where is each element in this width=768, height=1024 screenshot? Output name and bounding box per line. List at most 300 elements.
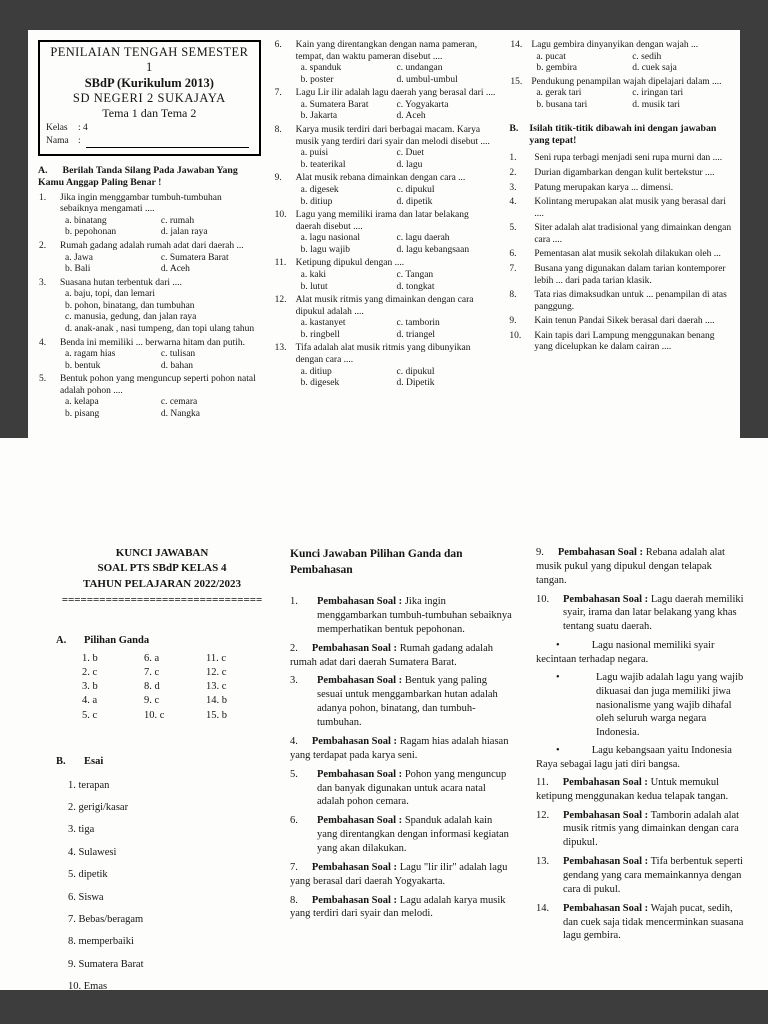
question-item bbox=[274, 258, 497, 293]
essay-answer: 9. Sumatera Barat bbox=[68, 958, 144, 970]
answer-options bbox=[60, 216, 261, 239]
discussion-body bbox=[563, 593, 744, 635]
question-text: Jika ingin menggambar tumbuh-tumbuhan sebaiknya mengamati .... bbox=[60, 192, 222, 215]
questions-14-15 bbox=[509, 40, 732, 111]
discussion-column-2 bbox=[536, 546, 744, 990]
option: d. cuek saja bbox=[632, 63, 677, 74]
discussion-label: Pembahasan Soal : bbox=[317, 815, 403, 827]
discussion-bullet bbox=[536, 671, 744, 740]
discussion-item bbox=[290, 894, 514, 922]
question-item bbox=[274, 173, 497, 208]
option: b. busana tari bbox=[536, 99, 588, 110]
essay-letter: B. bbox=[56, 755, 66, 767]
question-number: 13. bbox=[274, 343, 287, 354]
option: c. sedih bbox=[632, 51, 662, 62]
question-text: Ketipung dipukul dengan .... bbox=[295, 258, 405, 269]
mc-answer: 3. b bbox=[82, 681, 98, 693]
discussion-label: Pembahasan Soal : bbox=[311, 735, 398, 747]
question-number: 9. bbox=[274, 173, 282, 184]
question-item bbox=[38, 278, 261, 336]
question-text: Kain yang direntangkan dengan nama pameran, tempat, dan waktu pameran disebut .... bbox=[295, 40, 478, 62]
discussion-number: 8. bbox=[290, 894, 298, 906]
essay-answers bbox=[56, 779, 268, 994]
question-text: Suasana hutan terbentuk dari .... bbox=[60, 277, 182, 288]
discussion-label: Pembahasan Soal : bbox=[311, 642, 398, 654]
bullet-text: Lagu kebangsaan yaitu Indonesia Raya sebagai lagu jati diri bangsa. bbox=[536, 745, 732, 771]
discussion-number: 1. bbox=[290, 596, 298, 608]
discussion-number: 14. bbox=[536, 902, 550, 914]
question-text: Benda ini memiliki ... berwarna hitam dan putih. bbox=[60, 337, 245, 348]
question-text: Lagu Lir ilir adalah lagu daerah yang berasal dari .... bbox=[295, 88, 496, 99]
fill-in-text: Durian digambarkan dengan kulit bertekstur .... bbox=[534, 167, 715, 178]
discussion-label: Pembahasan Soal : bbox=[557, 547, 644, 558]
exam-title-line-3: SD NEGERI 2 SUKAJAYA bbox=[72, 90, 226, 105]
fill-in-text: Kain tenun Pandai Sikek berasal dari daerah .... bbox=[534, 316, 715, 327]
fill-in-text: Pementasan alat musik sekolah dilakukan oleh ... bbox=[534, 249, 721, 260]
option: c. dipukul bbox=[396, 366, 435, 377]
option: d. dipetik bbox=[396, 196, 433, 207]
question-number: 14. bbox=[510, 40, 523, 50]
answer-options bbox=[296, 100, 497, 123]
answer-options bbox=[60, 397, 261, 420]
exam-page bbox=[28, 30, 740, 438]
discussion-bullet bbox=[536, 639, 744, 667]
question-body bbox=[296, 173, 497, 208]
mc-answer: 11. c bbox=[206, 652, 227, 664]
fill-in-number: 2. bbox=[509, 167, 517, 178]
question-number: 2. bbox=[39, 240, 47, 251]
option: b. poster bbox=[300, 74, 334, 85]
section-a-number: A. bbox=[38, 164, 48, 176]
question-item bbox=[274, 88, 497, 123]
answer-key-title-line-1: KUNCI JAWABAN bbox=[115, 547, 209, 559]
discussion-column-1 bbox=[290, 546, 514, 990]
fill-in-number: 10. bbox=[509, 330, 522, 341]
discussion-number: 9. bbox=[536, 547, 544, 558]
discussion-label: Pembahasan Soal : bbox=[317, 675, 403, 687]
question-text: Pendukung penampilan wajah dipelajari dalam .... bbox=[531, 76, 722, 87]
question-item bbox=[38, 338, 261, 373]
question-body bbox=[60, 241, 261, 276]
answer-column bbox=[144, 652, 206, 723]
fill-in-item bbox=[509, 316, 732, 328]
question-item bbox=[274, 40, 497, 86]
option: a. kaki bbox=[300, 269, 326, 280]
fill-in-item bbox=[509, 183, 732, 195]
question-item bbox=[38, 374, 261, 420]
option: d. anak-anak , nasi tumpeng, dan topi ulang tahun bbox=[65, 324, 255, 335]
question-number: 5. bbox=[39, 374, 47, 385]
bullet-icon: • bbox=[556, 745, 560, 757]
mc-answer: 14. b bbox=[206, 695, 227, 707]
fill-in-text: Siter adalah alat tradisional yang dimainkan dengan cara .... bbox=[534, 223, 732, 245]
question-text: Lagu gembira dinyanyikan dengan wajah ... bbox=[531, 40, 699, 50]
discussion-label: Pembahasan Soal : bbox=[562, 776, 648, 788]
option: b. pohon, binatang, dan tumbuhan bbox=[65, 300, 195, 311]
kelas-label: Kelas bbox=[46, 122, 68, 133]
fill-in-item bbox=[509, 223, 732, 246]
discussion-label: Pembahasan Soal : bbox=[311, 894, 398, 906]
question-text: Alat musik ritmis yang dimainkan dengan cara dipukul adalah .... bbox=[295, 295, 474, 317]
bullet-icon: • bbox=[556, 671, 560, 683]
mc-answer: 6. a bbox=[144, 652, 160, 664]
bullet-icon: • bbox=[556, 640, 560, 652]
essay-answer: 6. Siswa bbox=[68, 891, 104, 903]
question-number: 8. bbox=[274, 125, 282, 136]
answer-options bbox=[296, 148, 497, 171]
discussion-items-9-14 bbox=[536, 546, 744, 943]
discussion-label: Pembahasan Soal : bbox=[563, 809, 649, 821]
discussion-body bbox=[563, 902, 744, 944]
discussion-label: Pembahasan Soal : bbox=[563, 856, 649, 868]
questions-6-13 bbox=[274, 40, 497, 390]
fill-in-item bbox=[509, 264, 732, 287]
essay-heading bbox=[56, 755, 268, 769]
answer-options bbox=[531, 52, 732, 75]
nama-field bbox=[46, 136, 253, 148]
question-body bbox=[60, 338, 261, 373]
answer-options bbox=[296, 185, 497, 208]
bullet-text: Lagu nasional memiliki syair kecintaan terhadap negara. bbox=[536, 640, 715, 666]
discussion-label: Pembahasan Soal : bbox=[317, 596, 403, 608]
answer-options bbox=[60, 349, 261, 372]
mc-answer: 15. b bbox=[206, 709, 227, 721]
discussion-item bbox=[290, 861, 514, 889]
option: c. manusia, gedung, dan jalan raya bbox=[65, 312, 197, 323]
discussion-item bbox=[290, 595, 514, 637]
discussion-item bbox=[290, 735, 514, 763]
question-number: 4. bbox=[39, 337, 47, 348]
separator-line: ================================ bbox=[61, 594, 263, 607]
option: a. spanduk bbox=[300, 63, 342, 74]
discussion-text: Tamborin adalah alat musik ritmis yang dimainkan dengan cara dipukul. bbox=[563, 809, 740, 849]
multiple-choice-label: Pilihan Ganda bbox=[84, 634, 150, 646]
section-a-heading bbox=[38, 165, 261, 189]
discussion-text: Untuk memukul ketipung menggunakan kedua telapak tangan. bbox=[536, 776, 729, 802]
question-text: Alat musik rebana dimainkan dengan cara ... bbox=[295, 173, 466, 184]
answer-column bbox=[82, 652, 144, 723]
option: a. puisi bbox=[300, 148, 329, 159]
discussion-label: Pembahasan Soal : bbox=[311, 861, 398, 873]
option: d. musik tari bbox=[632, 99, 680, 110]
discussion-item bbox=[536, 809, 744, 851]
discussion-text: Lagu adalah karya musik yang terdiri dari syair dan melodi. bbox=[290, 894, 506, 920]
discussion-text: Wajah pucat, sedih, dan cuek saja tidak mencerminkan suasana lagu gembira. bbox=[563, 902, 744, 942]
option: b. digesek bbox=[300, 378, 340, 389]
fill-in-questions bbox=[509, 153, 732, 354]
option: d. bahan bbox=[160, 360, 194, 371]
question-text: Tifa adalah alat musik ritmis yang dibunyikan dengan cara .... bbox=[295, 343, 471, 366]
option: a. ditiup bbox=[300, 366, 332, 377]
essay-answer: 4. Sulawesi bbox=[68, 846, 117, 858]
fill-in-number: 6. bbox=[509, 249, 517, 260]
discussion-label: Pembahasan Soal : bbox=[563, 593, 649, 605]
question-item bbox=[274, 210, 497, 256]
discussion-text: Ragam hias adalah hiasan yang terdapat pada karya seni. bbox=[290, 735, 509, 761]
answer-options bbox=[296, 233, 497, 256]
exam-title-line-2: SBdP (Kurikulum 2013) bbox=[84, 75, 214, 90]
option: b. pisang bbox=[65, 409, 100, 420]
mc-answer: 12. c bbox=[206, 666, 227, 678]
option: d. Aceh bbox=[396, 111, 426, 122]
option: a. Sumatera Barat bbox=[300, 99, 369, 110]
discussion-item bbox=[290, 674, 514, 729]
option: c. Duet bbox=[396, 148, 424, 159]
exam-column-2 bbox=[274, 40, 497, 438]
question-number: 11. bbox=[274, 258, 287, 269]
essay-answer: 10. Emas bbox=[68, 980, 108, 992]
discussion-item bbox=[290, 642, 514, 670]
question-text: Rumah gadang adalah rumah adat dari daerah ... bbox=[60, 240, 244, 251]
fill-in-number: 8. bbox=[509, 290, 517, 301]
option: a. digesek bbox=[300, 184, 339, 195]
discussion-item bbox=[290, 768, 514, 810]
discussion-text: Bentuk yang paling sesuai untuk menggambarkan hutan adalah adanya pohon, binatang, dan tumbuh-tumbuhan. bbox=[317, 675, 498, 729]
mc-answer: 7. c bbox=[144, 666, 160, 678]
section-b-title: Isilah titik-titik dibawah ini dengan jawaban yang tepat! bbox=[529, 123, 717, 147]
question-body bbox=[296, 295, 497, 341]
option: c. undangan bbox=[396, 63, 443, 74]
discussion-number: 2. bbox=[290, 642, 298, 654]
fill-in-number: 3. bbox=[509, 182, 517, 193]
fill-in-text: Kain tapis dari Lampung menggunakan benang yang dicelupkan ke dalam cairan .... bbox=[534, 330, 715, 353]
question-item bbox=[38, 241, 261, 276]
option: b. ringbell bbox=[300, 329, 340, 340]
answer-key-title bbox=[56, 546, 268, 592]
option: c. rumah bbox=[160, 215, 195, 226]
mc-answer: 13. c bbox=[206, 681, 227, 693]
discussion-item bbox=[290, 814, 514, 856]
option: c. cemara bbox=[160, 397, 198, 408]
question-number: 10. bbox=[274, 210, 287, 221]
option: c. lagu daerah bbox=[396, 233, 450, 244]
exam-header-box bbox=[38, 40, 261, 156]
answer-column bbox=[206, 652, 268, 723]
discussion-text: Rumah gadang adalah rumah adat dari daerah Sumatera Barat. bbox=[290, 642, 493, 668]
fill-in-number: 9. bbox=[509, 316, 517, 327]
bullet-text: Lagu wajib adalah lagu yang wajib dikuasai dan juga memiliki jiwa nasionalisme yang wajib dihafal oleh seluruh warga negara Indonesia. bbox=[596, 671, 744, 739]
discussion-number: 10. bbox=[536, 593, 550, 605]
discussion-heading: Kunci Jawaban Pilihan Ganda dan Pembahasan bbox=[290, 548, 463, 577]
option: b. gembira bbox=[536, 63, 577, 74]
mc-answer: 4. a bbox=[82, 695, 98, 707]
question-item bbox=[274, 125, 497, 171]
question-text: Bentuk pohon yang menguncup seperti pohon natal adalah pohon .... bbox=[60, 374, 256, 396]
discussion-text: Tifa berbentuk seperti gendang yang cara memainkannya dengan cara di pukul. bbox=[563, 856, 743, 895]
question-body bbox=[296, 40, 497, 86]
essay-label: Esai bbox=[84, 755, 104, 767]
discussion-body bbox=[563, 855, 744, 897]
fill-in-text: Busana yang digunakan dalam tarian kontemporer lebih ... dari pada tarian klasik. bbox=[534, 263, 726, 286]
option: a. binatang bbox=[65, 215, 107, 226]
fill-in-item bbox=[509, 168, 732, 180]
answer-key-title-line-3: TAHUN PELAJARAN 2022/2023 bbox=[82, 577, 242, 590]
discussion-text: Spanduk adalah kain yang direntangkan dengan informasi kegiatan yang akan dilakukan. bbox=[317, 815, 509, 854]
option: d. lagu bbox=[396, 159, 423, 170]
essay-answer: 8. memperbaiki bbox=[68, 936, 134, 948]
answer-options bbox=[296, 270, 497, 293]
option: b. lagu wajib bbox=[300, 244, 351, 255]
answer-key-page bbox=[0, 438, 768, 990]
multiple-choice-heading bbox=[56, 634, 268, 648]
answer-options bbox=[60, 289, 261, 335]
option: c. tulisan bbox=[160, 349, 196, 360]
fill-in-number: 4. bbox=[509, 197, 517, 208]
option: a. pucat bbox=[536, 51, 566, 62]
question-body bbox=[296, 258, 497, 293]
essay-answer: 5. dipetik bbox=[68, 869, 108, 881]
mc-answer: 2. c bbox=[82, 666, 98, 678]
fill-in-text: Seni rupa terbagi menjadi seni rupa murni dan .... bbox=[534, 153, 723, 164]
answer-options bbox=[60, 253, 261, 276]
option: a. gerak tari bbox=[536, 88, 582, 99]
option: a. lagu nasional bbox=[300, 233, 361, 244]
question-number: 1. bbox=[39, 192, 47, 203]
option: a. kelapa bbox=[65, 397, 99, 408]
answer-key-title-line-2: SOAL PTS SBdP KELAS 4 bbox=[97, 562, 227, 575]
exam-title-line-4: Tema 1 dan Tema 2 bbox=[102, 106, 197, 120]
mc-answer: 5. c bbox=[82, 709, 98, 721]
option: a. kastanyet bbox=[300, 318, 346, 329]
option: d. tongkat bbox=[396, 281, 435, 292]
discussion-items-1-8 bbox=[290, 595, 514, 921]
fill-in-text: Tata rias dimaksudkan untuk ... penampilan di atas panggung. bbox=[534, 290, 727, 312]
answer-options bbox=[296, 367, 497, 390]
question-text: Karya musik terdiri dari berbagai macam. Karya musik yang terdiri dari syair dan melodi disebut .... bbox=[295, 125, 490, 147]
question-item bbox=[274, 343, 497, 389]
fill-in-item bbox=[509, 249, 732, 261]
discussion-label: Pembahasan Soal : bbox=[317, 768, 403, 780]
question-item bbox=[509, 77, 732, 112]
option: b. bentuk bbox=[65, 360, 101, 371]
exam-title-line-1: PENILAIAN TENGAH SEMESTER 1 bbox=[50, 45, 249, 75]
discussion-body bbox=[317, 595, 514, 637]
discussion-body bbox=[563, 809, 744, 851]
answer-options bbox=[531, 88, 732, 111]
option: b. pepohonan bbox=[65, 227, 117, 238]
option: a. Jawa bbox=[65, 252, 93, 263]
mc-answer: 10. c bbox=[144, 709, 165, 721]
discussion-number: 11. bbox=[536, 776, 549, 788]
discussion-number: 7. bbox=[290, 861, 298, 873]
option: a. baju, topi, dan lemari bbox=[65, 289, 155, 300]
option: b. ditiup bbox=[300, 196, 333, 207]
question-item bbox=[274, 295, 497, 341]
fill-in-number: 5. bbox=[509, 223, 517, 234]
question-body bbox=[296, 210, 497, 256]
fill-in-number: 7. bbox=[509, 263, 517, 274]
mc-answer: 8. d bbox=[144, 681, 160, 693]
option: d. Nangka bbox=[160, 409, 200, 420]
discussion-number: 12. bbox=[536, 809, 550, 821]
question-number: 12. bbox=[274, 295, 287, 306]
option: c. iringan tari bbox=[632, 88, 684, 99]
kelas-value: : 4 bbox=[78, 122, 88, 133]
discussion-number: 6. bbox=[290, 815, 298, 827]
question-body bbox=[296, 88, 497, 123]
discussion-body bbox=[317, 814, 514, 856]
answer-options bbox=[296, 318, 497, 341]
question-body bbox=[296, 125, 497, 171]
section-b-heading bbox=[509, 123, 732, 147]
discussion-text: Lagu "lir ilir" adalah lagu yang berasal dari daerah Yogyakarta. bbox=[290, 861, 508, 887]
fill-in-item bbox=[509, 290, 732, 313]
question-number: 15. bbox=[510, 76, 523, 87]
discussion-body bbox=[317, 768, 514, 810]
question-body bbox=[531, 77, 732, 112]
discussion-text: Pohon yang menguncup dan banyak digunakan untuk acara natal adalah pohon cemara. bbox=[317, 768, 507, 808]
option: c. tamborin bbox=[396, 318, 440, 329]
question-body bbox=[60, 193, 261, 239]
question-number: 6. bbox=[274, 40, 282, 50]
option: b. Bali bbox=[65, 264, 91, 275]
essay-answer: 2. gerigi/kasar bbox=[68, 802, 129, 814]
question-item bbox=[38, 193, 261, 239]
option: c. Tangan bbox=[396, 269, 434, 280]
discussion-number: 3. bbox=[290, 675, 298, 687]
option: a. ragam hias bbox=[65, 349, 116, 360]
discussion-item bbox=[536, 546, 744, 588]
exam-column-3 bbox=[509, 40, 732, 438]
question-item bbox=[509, 40, 732, 75]
option: c. Sumatera Barat bbox=[160, 252, 229, 263]
questions-1-5 bbox=[38, 193, 261, 421]
section-a-title: Berilah Tanda Silang Pada Jawaban Yang Kamu Anggap Paling Benar ! bbox=[38, 164, 238, 188]
essay-answer: 3. tiga bbox=[68, 824, 95, 836]
discussion-item bbox=[536, 902, 744, 944]
question-body bbox=[296, 343, 497, 389]
section-b-number: B. bbox=[509, 123, 519, 135]
option: b. Jakarta bbox=[300, 111, 338, 122]
question-number: 7. bbox=[274, 88, 282, 99]
question-body bbox=[60, 374, 261, 420]
discussion-item bbox=[536, 855, 744, 897]
option: d. umbul-umbul bbox=[396, 74, 458, 85]
fill-in-item bbox=[509, 331, 732, 354]
option: d. Aceh bbox=[160, 264, 190, 275]
nama-label: Nama bbox=[46, 136, 69, 147]
fill-in-text: Patung merupakan karya ... dimensi. bbox=[534, 182, 674, 193]
nama-colon: : bbox=[78, 136, 81, 147]
option: b. teaterikal bbox=[300, 159, 346, 170]
question-body bbox=[531, 40, 732, 75]
option: c. dipukul bbox=[396, 184, 435, 195]
essay-answer: 7. Bebas/beragam bbox=[68, 913, 144, 925]
question-text: Lagu yang memiliki irama dan latar belakang daerah disebut .... bbox=[295, 210, 469, 232]
discussion-label: Pembahasan Soal : bbox=[563, 902, 649, 914]
question-body bbox=[60, 278, 261, 336]
fill-in-item bbox=[509, 153, 732, 165]
discussion-item bbox=[536, 776, 744, 804]
fill-in-text: Kolintang merupakan alat musik yang berasal dari .... bbox=[534, 197, 726, 219]
option: d. Dipetik bbox=[396, 378, 435, 389]
multiple-choice-answers bbox=[56, 652, 268, 723]
discussion-number: 13. bbox=[536, 856, 550, 868]
question-number: 3. bbox=[39, 277, 47, 288]
mc-answer: 1. b bbox=[82, 652, 98, 664]
option: d. lagu kebangsaan bbox=[396, 244, 470, 255]
discussion-item bbox=[536, 593, 744, 635]
discussion-text: Jika ingin menggambarkan tumbuh-tumbuhan sebaiknya memperhatikan bentuk pepohonan. bbox=[317, 596, 512, 635]
fill-in-number: 1. bbox=[509, 153, 517, 164]
discussion-body bbox=[317, 674, 514, 729]
nama-blank-line bbox=[86, 137, 249, 148]
multiple-choice-letter: A. bbox=[56, 634, 67, 646]
kelas-field bbox=[46, 123, 253, 135]
option: b. lutut bbox=[300, 281, 328, 292]
discussion-text: Lagu daerah memiliki syair, irama dan latar belakang yang khas tentang suatu daerah. bbox=[563, 593, 744, 633]
discussion-bullet bbox=[536, 744, 744, 772]
